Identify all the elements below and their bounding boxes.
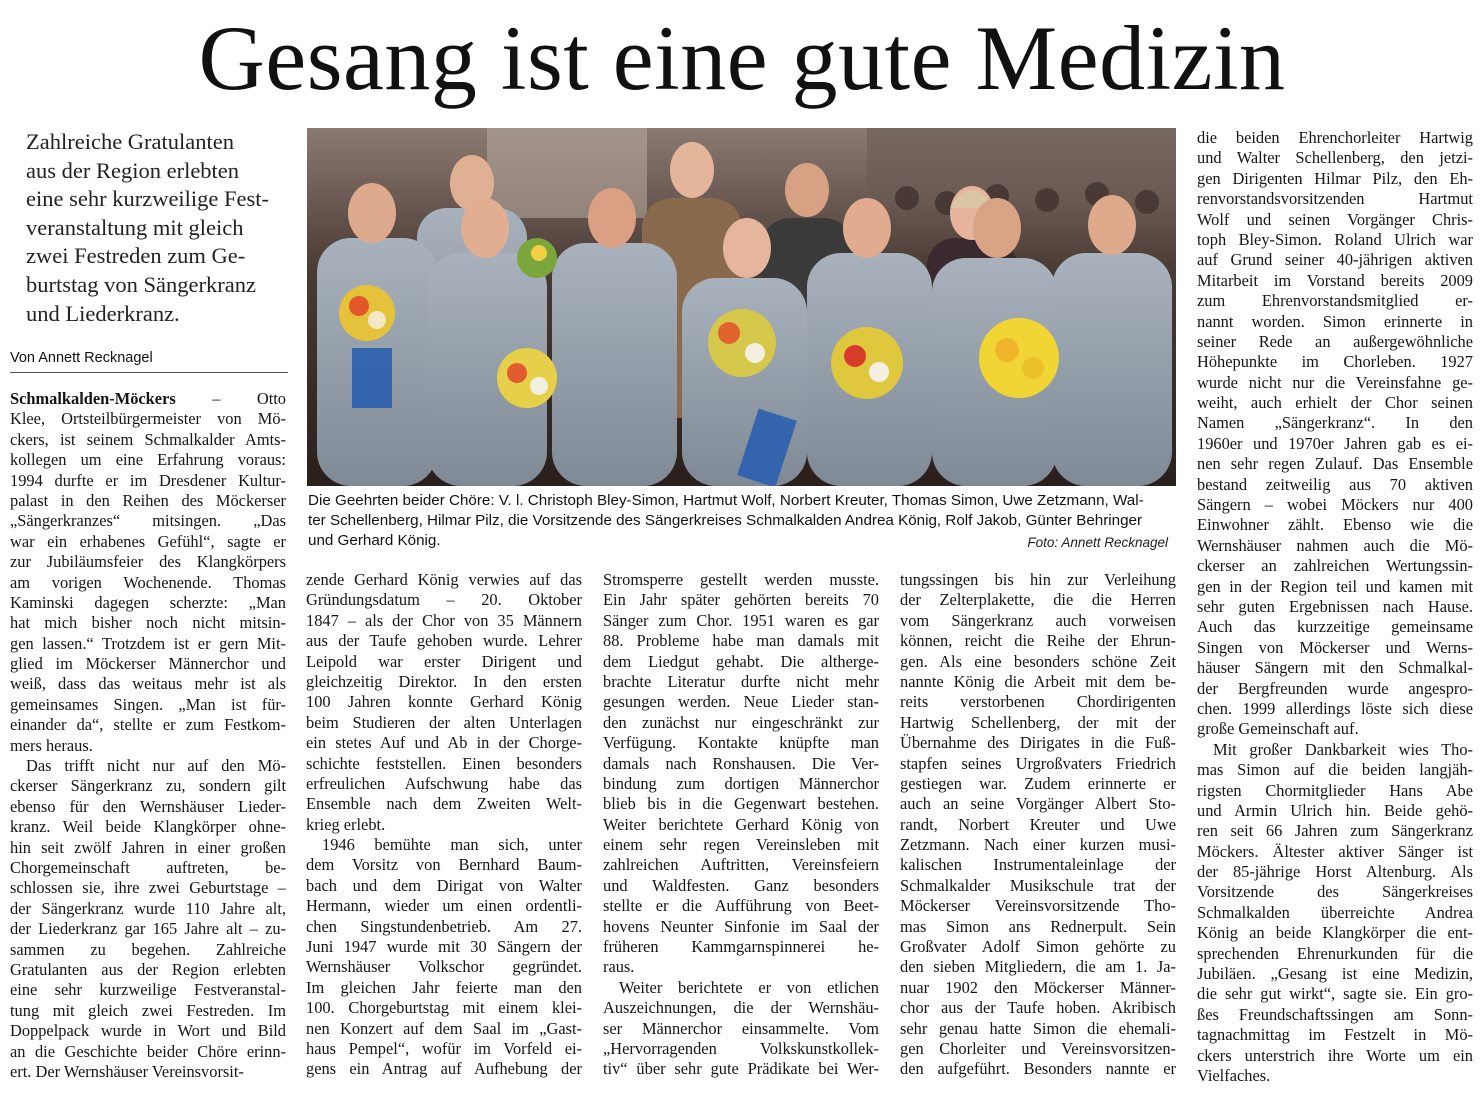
column-line: den sieben Mitgliedern, die am 1. Ja- — [900, 957, 1176, 977]
column-line: Möckers. Ältester aktiver Sänger ist — [1197, 841, 1473, 861]
column-line: stellte er die Aufführung von Beet- — [603, 896, 879, 916]
column-line: schlossen sie, ihre zwei Geburtstage – — [10, 878, 286, 898]
column-line: zur Jubiläumsfeier des Klangkörpers — [10, 552, 286, 572]
column-line: 1847 – als der Chor von 35 Männern — [306, 610, 582, 630]
column-line: große Gemeinschaft auf. — [1197, 719, 1359, 739]
column-line: Wernshäuser nahmen auch die Mö- — [1197, 535, 1473, 555]
column-line: brachte Literatur durfte nicht mehr — [603, 671, 879, 691]
column-line: Möckerser Vereinsvorsitzende Tho- — [900, 896, 1176, 916]
column-line: sprechenden Ehrenurkunden für die — [1197, 943, 1473, 963]
column-line: Einwohner zählt. Ebenso wie die — [1197, 515, 1473, 535]
column-line: zahlreichen Auftritten, Vereinsfeiern — [603, 855, 879, 875]
column-line: mas Simon auf die beiden langjäh- — [1197, 760, 1473, 780]
column-line: Wolf und seinen Vorgänger Chris- — [1197, 209, 1473, 229]
column-line: beim Studieren der alten Unterlagen — [306, 712, 582, 732]
column-line: Übernahme des Dirigates in die Fuß- — [900, 733, 1176, 753]
article-column-4 — [900, 570, 1176, 1080]
column-line: schichte feststellen. Einen besonders — [306, 753, 582, 773]
column-line: ckerser an zahlreichen Wertungssin- — [1197, 556, 1473, 576]
column-line: Großvater Adolf Simon gehörte zu — [900, 937, 1176, 957]
article-column-3 — [603, 570, 879, 1080]
column-line: seiner Rede an außergewöhnliche — [1197, 331, 1473, 351]
column-line: 88. Probleme habe man damals mit — [603, 631, 879, 651]
lead-line: Zahlreiche Gratulanten — [26, 129, 235, 154]
column-line: eine sehr kurzweilige Festveranstal- — [10, 980, 286, 1000]
column-line: Jubiläen. „Gesang ist eine Medizin, — [1197, 964, 1473, 984]
column-line: der Sängerkranz wurde 110 Jahre alt, — [10, 898, 286, 918]
column-line: Auch das kurzzeitige gemeinsame — [1197, 617, 1473, 637]
column-line: gestiegen war. Zudem erinnerte er — [900, 773, 1176, 793]
column-line: mas Simon ans Rednerpult. Sein — [900, 916, 1176, 936]
column-line: Leipold war erster Dirigent und — [306, 651, 582, 671]
column-line: gen Dirigenten Hilmar Pilz, den Eh- — [1197, 168, 1473, 188]
column-line: an die Geschichte beider Chöre erinn- — [10, 1041, 286, 1061]
article-column-1 — [10, 389, 286, 1082]
column-line: auch an seine Vorgänger Albert Sto- — [900, 794, 1176, 814]
column-line: den aufgeführt. Besonders nannte er — [900, 1059, 1176, 1079]
column-line: Klee, Ortsteilbürgermeister von Mö- — [10, 409, 286, 429]
column-line: Weiter berichtete Gerhard König von — [603, 814, 879, 834]
column-line: früheren Kammgarnspinnerei he- — [603, 937, 879, 957]
column-line: Stromsperre gestellt werden musste. — [603, 570, 879, 589]
column-line: Sängern – wobei Möckers nur 400 — [1197, 495, 1473, 515]
caption-line: Die Geehrten beider Chöre: V. l. Christoph Bley-Simon, Hartmut Wolf, Norbert Kreuter, Thomas Simon, Uwe Zetzmann, Wal- — [308, 492, 1144, 509]
column-line: „Hervorragenden Volkskunstkollek- — [603, 1038, 879, 1058]
column-line: ckers, ist seinem Schmalkalder Amts- — [10, 429, 286, 449]
column-line: den zunächst nur eingeschränkt zur — [603, 712, 879, 732]
column-line: wurde nicht nur die Vereinsfahne ge- — [1197, 372, 1473, 392]
column-line: tungssingen bis hin zur Verleihung — [900, 570, 1176, 589]
column-line: vom Sängerkranz auch vorweisen — [900, 610, 1176, 630]
column-line: Ensemble nach dem Zweiten Welt- — [306, 794, 582, 814]
lead-line: veranstaltung mit gleich — [26, 214, 244, 240]
column-line: weiht, auch erhielt der Chor seinen — [1197, 393, 1473, 413]
column-line: bindung zum dortigen Männerchor — [603, 773, 879, 793]
lead-line: und Liederkranz. — [26, 300, 180, 326]
column-line: Vielfaches. — [1197, 1065, 1271, 1085]
column-line: tiv“ über sehr gute Prädikate bei Wer- — [603, 1059, 879, 1079]
column-line: aus der Taufe gehoben wurde. Lehrer — [306, 631, 582, 651]
column-line: König an beide Klangkörper die ent- — [1197, 923, 1473, 943]
column-line: Weiter berichtete er von etlichen — [619, 977, 879, 997]
column-line: der 85-jährige Horst Altenburg. Als — [1197, 862, 1473, 882]
column-line: war ein erhabenes Gefühl“, sagte er — [10, 531, 286, 551]
column-line: und Walter Schellenberg, den jetzi- — [1197, 148, 1473, 168]
column-line: hin seit zwölf Jahren in einer großen — [10, 837, 286, 857]
column-line: Verfügung. Kontakte knüpfte man — [603, 733, 879, 753]
column-line: und Armin Ulrich hin. Beide gehö- — [1197, 800, 1473, 820]
caption-line: und Gerhard König. — [308, 532, 441, 549]
lead-line: burtstag von Sängerkranz — [26, 271, 256, 297]
column-line: kranz. Weil beide Klangkörper ohne- — [10, 817, 286, 837]
column-line: ert. Der Wernshäuser Vereinsvorsit- — [10, 1061, 244, 1081]
column-line: Im gleichen Jahr feierte man den — [306, 977, 582, 997]
lead-line: zwei Festreden zum Ge- — [26, 243, 246, 269]
dateline-rest: – Otto — [175, 389, 286, 408]
column-line: Hermann, wieder um einen ordentli- — [306, 896, 582, 916]
column-line: hovens Neunter Sinfonie im Saal der — [603, 916, 879, 936]
column-line: Kaminski dagegen scherzte: „Man — [10, 592, 286, 612]
column-line: ein stetes Auf und Ab in der Chorge- — [306, 733, 582, 753]
column-line: Auszeichnungen, die der Wernshäu- — [603, 998, 879, 1018]
column-line: häuser Sängern mit den Schmalkal- — [1197, 658, 1473, 678]
column-line: erfreulichen Aufschwung habe das — [306, 773, 582, 793]
column-line: kollegen um eine Erfahrung voraus: — [10, 450, 286, 470]
column-line: Zetzmann. Nach einer kurzen musi- — [900, 835, 1176, 855]
column-line: palast in den Reihen des Möckerser — [10, 490, 286, 510]
group-photo-illustration — [307, 128, 1176, 486]
column-line: „Sängerkranzes“ mitsingen. „Das — [10, 511, 286, 531]
column-line: auf Grund seiner 40-jährigen aktiven — [1197, 250, 1473, 270]
byline: Von Annett Recknagel — [10, 350, 288, 373]
column-line: dem Vorsitz von Bernhard Baum- — [306, 855, 582, 875]
column-line: Mitarbeit im Vorstand bereits 2009 — [1197, 270, 1473, 290]
column-line: Doppelpack wurde in Wort und Bild — [10, 1021, 286, 1041]
column-line: ßes Freundschaftssingen am Sonn- — [1197, 1004, 1473, 1024]
column-line: Schmalkalder Musikschule trat der — [900, 875, 1176, 895]
column-line: gen. Als eine besonders schöne Zeit — [900, 651, 1176, 671]
column-line: raus. — [603, 957, 635, 977]
column-line: bach und dem Dirigat von Walter — [306, 875, 582, 895]
column-line: krieg erlebt. — [306, 814, 386, 834]
column-line: die sehr gut wirkt“, sagte sie. Ein gro- — [1197, 984, 1473, 1004]
lead-line: eine sehr kurzweilige Fest- — [26, 186, 270, 212]
column-line: ckerser Sängerkranz zu, sondern gilt — [10, 776, 286, 796]
column-line: Vorsitzende des Sängerkreises — [1197, 882, 1473, 902]
column-line: nannt worden. Simon erinnerte in — [1197, 311, 1473, 331]
column-line: Gratulanten aus der Region erlebten — [10, 959, 286, 979]
column-line: 100 Jahren konnte Gerhard König — [306, 692, 582, 712]
column-line: die beiden Ehrenchorleiter Hartwig — [1197, 128, 1473, 147]
column-line: toph Bley-Simon. Roland Ulrich war — [1197, 229, 1473, 249]
column-line: mers heraus. — [10, 735, 93, 755]
column-line: chen. 1999 allerdings löste sich diese — [1197, 698, 1473, 718]
article-column-2 — [306, 570, 582, 1080]
lead-line: aus der Region erlebten — [26, 157, 240, 183]
article-column-5 — [1197, 128, 1473, 1086]
column-line: rigsten Chormitglieder Hans Abe — [1197, 780, 1473, 800]
column-line: 1946 bemühte man sich, unter — [322, 835, 582, 855]
dateline: Schmalkalden-Möckers — [10, 389, 176, 408]
column-line: der Liederkranz gar 165 Jahre alt – zu- — [10, 919, 286, 939]
column-line: am vorigen Wochenende. Thomas — [10, 572, 286, 592]
column-line: nen Konzert auf dem Saal im „Gast- — [306, 1018, 582, 1038]
column-line: und Waldfesten. Ganz besonders — [603, 875, 879, 895]
column-line: damals nach Ronshausen. Die Ver- — [603, 753, 879, 773]
column-line: hat mich bisher noch nicht mitsin- — [10, 613, 286, 633]
column-line: können, reicht die Reihe der Ehrun- — [900, 631, 1176, 651]
column-line: chor aus der Taufe hoben. Akribisch — [900, 998, 1176, 1018]
column-line: ser Männerchor einsammelte. Vom — [603, 1018, 879, 1038]
column-line: Wernshäuser Volkschor gegründet. — [306, 957, 582, 977]
column-line: bestand zeitweilig aus 70 aktiven — [1197, 474, 1473, 494]
column-line: renvorstandsvorsitzenden Hartmut — [1197, 189, 1473, 209]
column-line: der Bergfreunden wurde angespro- — [1197, 678, 1473, 698]
caption-line: ter Schellenberg, Hilmar Pilz, die Vorsitzende des Sängerkreises Schmalkalden Andrea König, Rolf Jakob, Günter Behringer — [308, 512, 1143, 529]
column-line — [10, 389, 286, 409]
column-line: chen Singstundenbetrieb. Am 27. — [306, 916, 582, 936]
column-line: Namen „Sängerkranz“. In den — [1197, 413, 1473, 433]
column-line: Höhepunkte im Chorleben. 1927 — [1197, 352, 1473, 372]
column-line: nuar 1902 den Möckerser Männer- — [900, 977, 1176, 997]
lead-paragraph — [26, 128, 288, 328]
column-line: gen in der Region teil und kamen mit — [1197, 576, 1473, 596]
column-line: Hartwig Schellenberg, der mit der — [900, 712, 1176, 732]
column-line: einem sehr regen Vereinsleben mit — [603, 835, 879, 855]
column-line: weiß, dass das weitaus mehr ist als — [10, 674, 286, 694]
column-line: 1994 durfte er im Dresdener Kultur- — [10, 470, 286, 490]
column-line: tagnachmittag im Festzelt in Mö- — [1197, 1025, 1473, 1045]
column-line: tung mit gleich zwei Festreden. Im — [10, 1000, 286, 1020]
column-line: kalischen Instrumentaleinlage der — [900, 855, 1176, 875]
column-line: 1960er und 1970er Jahren gab es ei- — [1197, 433, 1473, 453]
column-line: stapfen seines Urgroßvaters Friedrich — [900, 753, 1176, 773]
column-line: gen lassen.“ Trotzdem ist er gern Mit- — [10, 633, 286, 653]
column-line: Sänger zum Chor. 1951 waren es gar — [603, 610, 879, 630]
column-line: sammen zu begehen. Zahlreiche — [10, 939, 286, 959]
column-line: glied im Möckerser Männerchor und — [10, 654, 286, 674]
photo-credit: Foto: Annett Recknagel — [1027, 535, 1168, 550]
column-line: Gründungsdatum – 20. Oktober — [306, 590, 582, 610]
column-line: 100. Chorgeburtstag mit einem klei- — [306, 998, 582, 1018]
column-line: gleichzeitig Direktor. In den ersten — [306, 671, 582, 691]
column-line: gens ein Antrag auf Aufhebung der — [306, 1059, 582, 1079]
column-line: Das trifft nicht nur auf den Mö- — [26, 756, 286, 776]
column-line: gesungen werden. Neue Lieder stan- — [603, 692, 879, 712]
column-line: reits verstorbenen Chordirigenten — [900, 692, 1176, 712]
column-line: gemeinsames Singen. „Man ist für- — [10, 694, 286, 714]
column-line: randt, Norbert Kreuter und Uwe — [900, 814, 1176, 834]
headline: Gesang ist eine gute Medizin — [198, 7, 1286, 109]
column-line: ckers unterstrich ihre Worte um ein — [1197, 1045, 1473, 1065]
column-line: Chorgemeinschaft auftreten, be- — [10, 857, 286, 877]
column-line: nen sehr regen Zulauf. Das Ensemble — [1197, 454, 1473, 474]
column-line: dem Liedgut gehabt. Die altherge- — [603, 651, 879, 671]
column-line: Juni 1947 wurde mit 30 Sängern der — [306, 937, 582, 957]
column-line: ren seit 66 Jahren zum Sängerkranz — [1197, 821, 1473, 841]
column-line: zende Gerhard König verwies auf das — [306, 570, 582, 589]
column-line: Schmalkalden überreichte Andrea — [1197, 902, 1473, 922]
column-line: gen Chorleiter und Vereinsvorsitzen- — [900, 1038, 1176, 1058]
column-line: blieb bis in die Gegenwart bestehen. — [603, 794, 879, 814]
column-line: sehr guten Ergebnissen nach Hause. — [1197, 596, 1473, 616]
column-line: einander da“, stellte er zum Festkom- — [10, 715, 286, 735]
column-line: Singen von Möckerser und Werns- — [1197, 637, 1473, 657]
column-line: zum Ehrenvorstandsmitglied er- — [1197, 291, 1473, 311]
column-line: sehr genau hatte Simon die ehemali- — [900, 1018, 1176, 1038]
column-line: nannte König die Arbeit mit dem be- — [900, 671, 1176, 691]
column-line: Mit großer Dankbarkeit wies Tho- — [1213, 739, 1473, 759]
group-photo — [307, 128, 1176, 486]
column-line: Ein Jahr später gehörten bereits 70 — [603, 590, 879, 610]
column-line: ebenso für den Wernshäuser Lieder- — [10, 796, 286, 816]
column-line: der Zelterplakette, die die Herren — [900, 590, 1176, 610]
column-line: haus Pempel“, wofür im Vorfeld ei- — [306, 1038, 582, 1058]
